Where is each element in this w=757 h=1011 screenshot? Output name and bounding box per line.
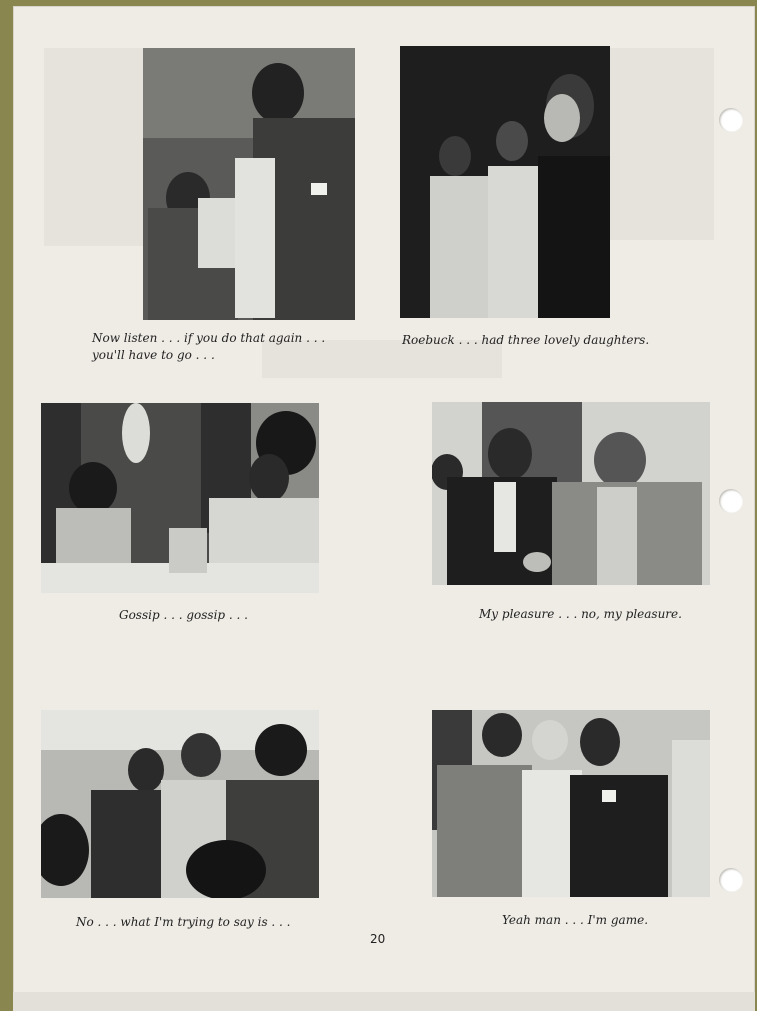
page-bottom-strip	[13, 992, 755, 1011]
photo-men-talking	[143, 48, 355, 320]
binder-hole-bottom	[719, 868, 743, 892]
caption-photo-3: Gossip . . . gossip . . .	[119, 608, 248, 622]
caption-line-2: you'll have to go . . .	[92, 348, 215, 362]
photo-three-men	[432, 710, 710, 897]
photo-three-daughters	[400, 46, 610, 318]
caption-photo-6: Yeah man . . . I'm game.	[502, 913, 649, 927]
photo-handshake	[432, 402, 710, 585]
page-number: 20	[370, 932, 386, 946]
show-through-block	[610, 48, 714, 240]
binder-hole-middle	[719, 489, 743, 513]
caption-photo-1	[92, 330, 325, 364]
caption-line-1: Now listen . . . if you do that again . . .	[92, 331, 326, 345]
show-through-block	[44, 48, 144, 246]
caption-photo-4: My pleasure . . . no, my pleasure.	[479, 607, 682, 621]
photo-two-women-gossip	[41, 403, 319, 593]
binder-hole-top	[719, 108, 743, 132]
caption-photo-5: No . . . what I'm trying to say is . . .	[76, 915, 291, 929]
photo-group-conversation	[41, 710, 319, 898]
caption-photo-2: Roebuck . . . had three lovely daughters.	[402, 333, 650, 347]
